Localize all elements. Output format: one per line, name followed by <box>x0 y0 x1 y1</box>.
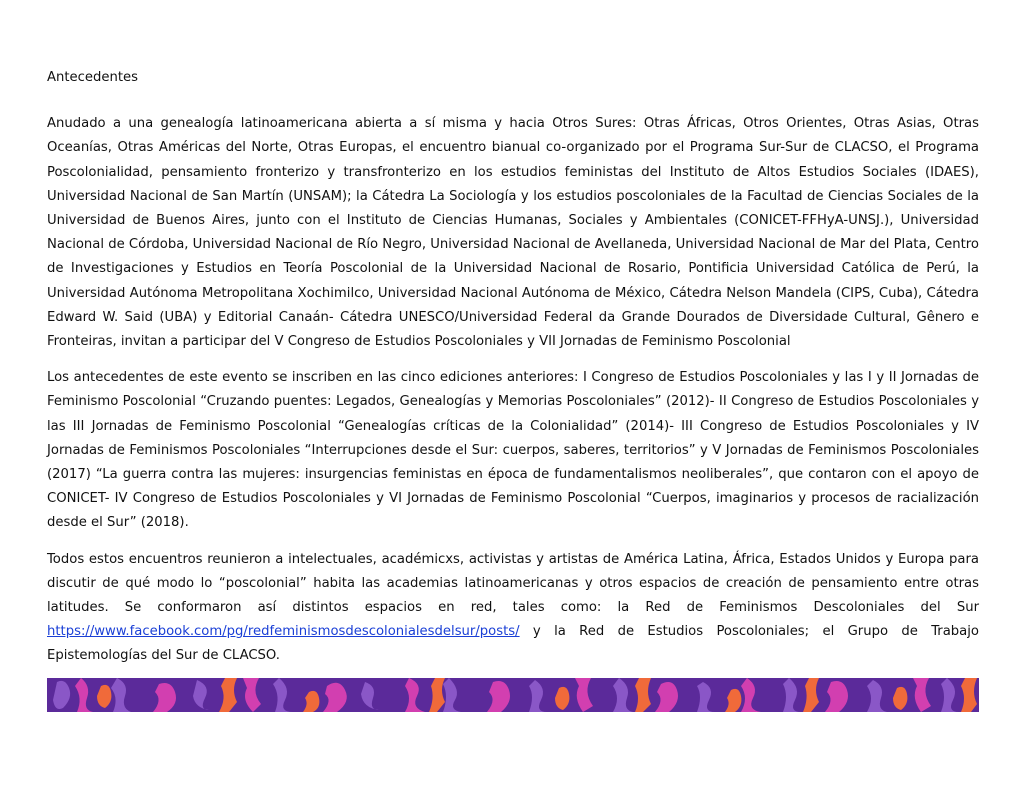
paragraph-2: Los antecedentes de este evento se inscriben en las cinco ediciones anteriores: I Congreso de Estudios Poscoloniales y las I y II Jornadas de Feminismo Poscolonial “Cruzando puentes: Legados, Genealogías y Memorias Poscoloniales” (2012)- II Congreso de Estudios Poscoloniales y las III Jornadas de Feminismo Poscolonial “Genealogías críticas de la Colonialidad” (2014)- III Congreso de Estudios Poscoloniales y IV Jornadas de Feminismos Poscoloniales “Interrupciones desde el Sur: cuerpos, saberes, territorios” y V Jornadas de Feminismos Poscoloniales (2017) “La guerra contra las mujeres: insurgencias feministas en época de fundamentalismos neoliberales”, que contaron con el apoyo de CONICET- IV Congreso de Estudios Poscoloniales y VI Jornadas de Feminismo Poscolonial “Cuerpos, imaginarios y procesos de racialización desde el Sur” (2018). <box>47 370 979 531</box>
section-heading: Antecedentes <box>47 70 139 85</box>
facebook-link[interactable]: https://www.facebook.com/pg/redfeminismosdescolonialesdelsur/posts/ <box>47 624 520 640</box>
paragraph-3 <box>47 548 979 669</box>
paragraph-1: Anudado a una genealogía latinoamericana abierta a sí misma y hacia Otros Sures: Otras Áfricas, Otros Orientes, Otras Asias, Otras Oceanías, Otras Américas del Norte, Otras Europas, el encuentro bianual co-organizado por el Programa Sur-Sur de CLACSO, el Programa Poscolonialidad, pensamiento fronterizo y transfronterizo en los estudios feministas del Instituto de Altos Estudios Sociales (IDAES), Universidad Nacional de San Martín (UNSAM); la Cátedra La Sociología y los estudios poscoloniales de la Facultad de Ciencias Sociales de la Universidad de Buenos Aires, junto con el Instituto de Ciencias Humanas, Sociales y Ambientales (CONICET-FFHyA-UNSJ.), Universidad Nacional de Córdoba, Universidad Nacional de Río Negro, Universidad Nacional de Avellaneda, Universidad Nacional de Mar del Plata, Centro de Investigaciones y Estudios en Teoría Poscolonial de la Universidad Nacional de Rosario, Pontificia Universidad Católica de Perú, la Universidad Autónoma Metropolitana Xochimilco, Universidad Nacional Autónoma de México, Cátedra Nelson Mandela (CIPS, Cuba), Cátedra Edward W. Said (UBA) y Editorial Canaán- Cátedra UNESCO/Universidad Federal da Grande Dourados de Diversidade Cultural, Gênero e Fronteiras, invitan a participar del V Congreso de Estudios Poscoloniales y VII Jornadas de Feminismo Poscolonial <box>47 116 979 350</box>
banner-pattern-image <box>47 678 979 712</box>
paragraph-3-text-start: Todos estos encuentros reunieron a intelectuales, académicxs, activistas y artistas de América Latina, África, Estados Unidos y Europa para discutir de qué modo lo “poscolonial” habita las academias latinoamericanas y otros espacios de creación de pensamiento entre otras latitudes. Se conformaron así distintos espacios en red, tales como: la Red de Feminismos Descoloniales del Sur <box>47 551 979 616</box>
decorative-banner <box>47 678 979 712</box>
document-body <box>47 66 979 681</box>
paragraph-3-text-end: y la Red de Estudios Poscoloniales; el Grupo de Trabajo Epistemologías del Sur de CLACSO. <box>47 624 979 664</box>
